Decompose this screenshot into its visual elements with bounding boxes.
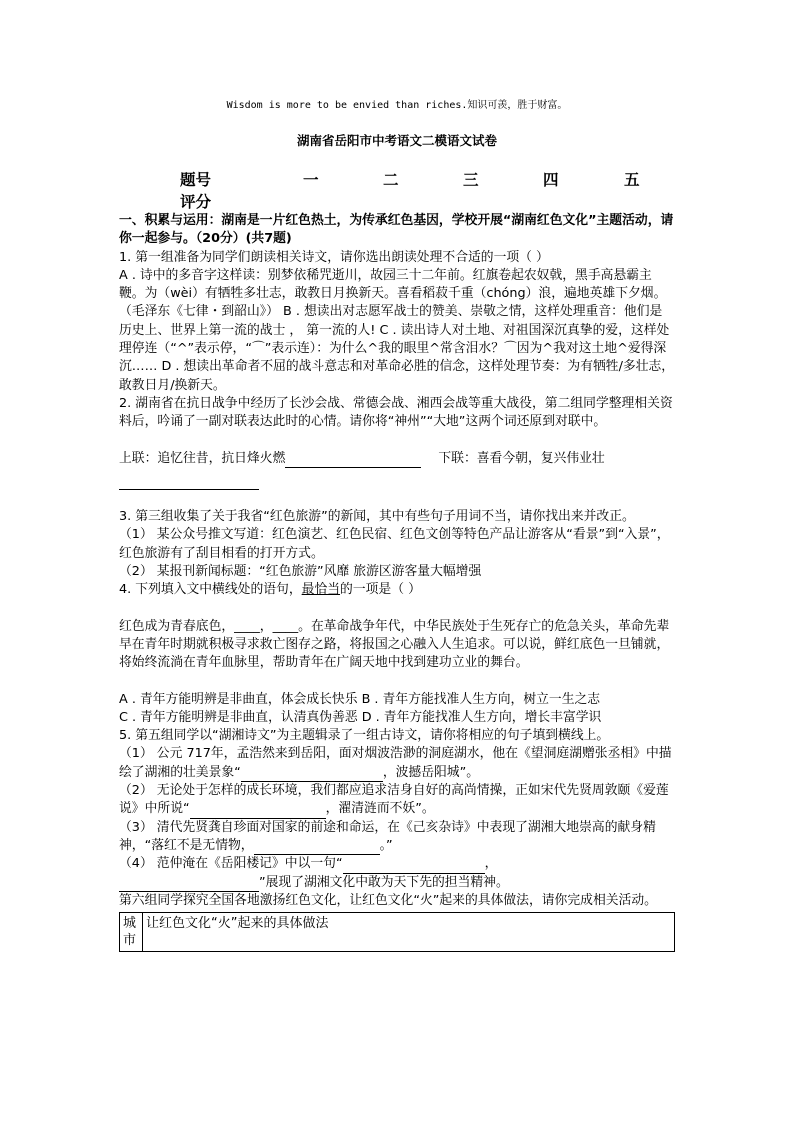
q6-col-city: 城市 [120,913,143,952]
q4-options-ab: A . 青年方能明辨是非曲直，体会成长快乐 B . 青年方能找准人生方向，树立一生之志 [119,691,601,707]
q5-blank-2[interactable] [190,805,326,819]
q4-options-cd: C . 青年方能明辨是非曲直，认清真伪善恶 D . 青年方能找准人生方向，增长丰富学识 [119,709,602,725]
q4-passage: 红色成为青春底色，____，____。在革命战争年代，中华民族处于生死存亡的危急关头，革命先辈早在青年时期就积极寻求救亡图存之路，将报国之心融入人生追求。可以说，鲜红底色一旦铺就，将始终流淌在青年血脉里，帮助青年在广阔天地中找到建功立业的舞台。 [119,618,670,671]
q5-blank-3[interactable] [254,841,380,855]
exam-body [119,212,675,952]
exam-title: 湖南省岳阳市中考语文二模语文试卷 [296,133,497,148]
q3-stem: 3. 第三组收集了关于我省“红色旅游”的新闻，其中有些句子用词不当，请你找出来并改正。 [119,509,635,525]
q1-options: A . 诗中的多音字这样读：别梦依稀咒逝川，故园三十二年前。红旗卷起农奴戟，黑手高悬霸主鞭。为（wèi）有牺牲多壮志，敢教日月换新天。喜看稻菽千重（chóng）浪，遍地英雄下夕烟。（毛泽东《七律・到韶山》） B . 想读出对志愿军战士的赞美、崇敬之情，这样处理重音：他们是历史上、世界上第一流的战士 ， 第一流的人! C . 读出诗人对土地、对祖国深沉真挚的爱，这样处理停连（“^”表示停，“⌒”表示连）：为什么^我的眼里^常含泪水？⌒因为^我对这土地^爱得深沉…… D . 想读出革命者不屈的战斗意志和对革命必胜的信念，这样处理节奏：为有牺牲/多壮志，敢教日月/换新天。 [119,267,675,393]
q5-blank-1[interactable] [241,768,383,782]
q4-stem: 4. 下列填入文中横线处的语句，最恰当的一项是（ ） [119,582,421,598]
score-col-3: 三 [463,171,479,189]
q6-table [119,912,675,952]
score-col-1: 一 [303,171,319,189]
q3-sentence-2: （2） 某报刊新闻标题：“红色旅游”风靡 旅游区游客量大幅增强 [119,564,482,580]
q3-sentence-1: （1） 某公众号推文写道：红色演艺、红色民宿、红色文创等特色产品让游客从“看景”到“入景”，红色旅游有了刮目相看的打开方式。 [119,527,670,561]
q6-col-practice: 让红色文化“火”起来的具体做法 [143,913,675,952]
q5-item-4: （4） 范仲淹在《岳阳楼记》中以一句“ ， ”展现了湖湘文化中敢为天下先的担当精神。 [119,855,675,892]
score-row-label: 评分 [180,193,212,211]
section-heading: 一、积累与运用：湖南是一片红色热土，为传承红色基因，学校开展“湖南红色文化”主题活动，请你一起参与。（20分）(共7题) [119,213,674,247]
q4-emphasis: 最恰当 [301,582,341,598]
score-col-2: 二 [383,171,399,189]
couplet-lower-blank[interactable] [119,476,259,490]
score-col-5: 五 [624,171,640,189]
q5-item-2: （2） 无论处于怎样的成长环境，我们都应追求洁身自好的高尚情操，正如宋代先贤周敦颐《爱莲说》中所说“ ，濯清涟而不妖”。 [119,782,675,819]
couplet-upper: 上联：追忆往昔，抗日烽火燃 [119,450,286,466]
couplet-lower: 下联：喜看今朝，复兴伟业壮 [438,450,605,466]
q2-couplet [119,450,675,468]
score-col-4: 四 [543,171,559,189]
q1-stem: 1. 第一组准备为同学们朗读相关诗文，请你选出朗读处理不合适的一项（ ） [119,249,549,265]
q5-item-3: （3） 清代先贤龚自珍面对国家的前途和命运，在《己亥杂诗》中表现了湖湘大地崇高的献身精神，“落红不是无情物， 。” [119,819,675,856]
header-motto: Wisdom is more to be envied than riches.知识可羡，胜于财富。 [226,100,568,111]
q5-blank-4a[interactable] [343,860,485,874]
q5-stem: 5. 第五组同学以“湖湘诗文”为主题辑录了一组古诗文，请你将相应的句子填到横线上。 [119,728,610,744]
score-table-label: 题号 [180,171,212,189]
q2-stem: 2. 湖南省在抗日战争中经历了长沙会战、常德会战、湘西会战等重大战役，第二组同学整理相关资料后，吟诵了一副对联表达此时的心情。请你将“神州”“大地”这两个词还原到对联中。 [119,395,673,430]
q6-stem: 第六组同学探究全国各地激扬红色文化，让红色文化“火”起来的具体做法，请你完成相关活动。 [119,892,657,908]
table-row [120,913,675,952]
q5-blank-4b[interactable] [119,878,259,892]
couplet-upper-blank[interactable] [285,454,421,468]
q5-item-1: （1） 公元 717年，孟浩然来到岳阳，面对烟波浩渺的洞庭湖水，他在《望洞庭湖赠张丞相》中描绘了湖湘的壮美景象“ ，波撼岳阳城”。 [119,745,675,782]
